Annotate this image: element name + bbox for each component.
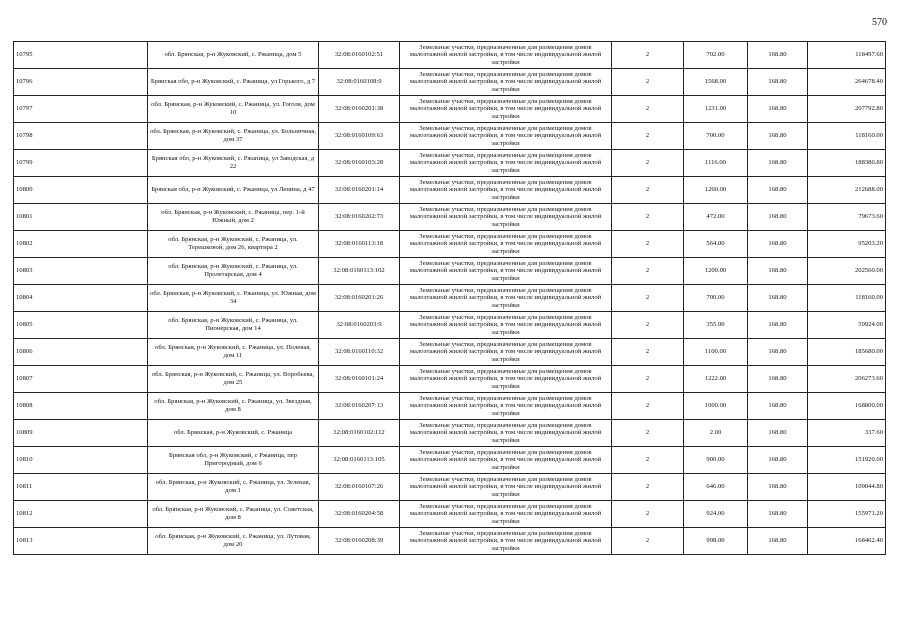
land-registry-table (13, 41, 886, 555)
area-cell: 472.00 (684, 204, 748, 231)
area-cell: 702.00 (684, 42, 748, 69)
row-number: 10796 (14, 69, 148, 96)
land-use-cell: Земельные участки, предназначенные для размещения домов малоэтажной жилой застройки, в том числе индивидуальной жилой застройки (400, 96, 612, 123)
cadastral-value-cell: 59924.00 (808, 312, 886, 339)
category-cell: 2 (612, 474, 684, 501)
cadastral-number-cell: 32:08:0160110:32 (319, 339, 400, 366)
rate-cell: 168.80 (748, 501, 808, 528)
row-number: 10809 (14, 420, 148, 447)
cadastral-number-cell: 32:08:0160201:14 (319, 177, 400, 204)
category-cell: 2 (612, 447, 684, 474)
category-cell: 2 (612, 285, 684, 312)
category-cell: 2 (612, 204, 684, 231)
table-row (14, 258, 886, 285)
area-cell: 1116.00 (684, 150, 748, 177)
cadastral-number-cell: 32:08:0160101:24 (319, 366, 400, 393)
row-number: 10803 (14, 258, 148, 285)
cadastral-value-cell: 118160.00 (808, 285, 886, 312)
category-cell: 2 (612, 420, 684, 447)
cadastral-number-cell: 32:08:0160201:38 (319, 96, 400, 123)
category-cell: 2 (612, 177, 684, 204)
cadastral-value-cell: 118160.00 (808, 123, 886, 150)
cadastral-number-cell: 32:08:0160108:9 (319, 69, 400, 96)
area-cell: 1222.00 (684, 366, 748, 393)
rate-cell: 168.80 (748, 447, 808, 474)
category-cell: 2 (612, 42, 684, 69)
address-cell: обл. Брянская, р-н Жуковский, с. Ржаница, дом 5 (148, 42, 319, 69)
category-cell: 2 (612, 69, 684, 96)
address-cell: Брянская обл, р-н Жуковский, с. Ржаница, ул Ленина, д 47 (148, 177, 319, 204)
address-cell: обл. Брянская, р-н Жуковский, с. Ржаница, ул. Гоголя, дом 10 (148, 96, 319, 123)
address-cell: Брянская обл, р-н Жуковский, с. Ржаница, ул Горького, д 7 (148, 69, 319, 96)
table-row (14, 339, 886, 366)
address-cell: обл. Брянская, р-н Жуковский, с. Ржаница, ул. Больничная, дом 37 (148, 123, 319, 150)
land-use-cell: Земельные участки, предназначенные для размещения домов малоэтажной жилой застройки, в том числе индивидуальной жилой застройки (400, 339, 612, 366)
row-number: 10800 (14, 177, 148, 204)
cadastral-value-cell: 212688.00 (808, 177, 886, 204)
address-cell: обл. Брянская, р-н Жуковский, с. Ржаница, ул. Полевая, дом 11 (148, 339, 319, 366)
category-cell: 2 (612, 231, 684, 258)
area-cell: 564.00 (684, 231, 748, 258)
address-cell: Брянская обл, р-н Жуковский, с. Ржаница, ул Заводская, д 22 (148, 150, 319, 177)
rate-cell: 168.80 (748, 123, 808, 150)
table-row (14, 366, 886, 393)
cadastral-value-cell: 337.60 (808, 420, 886, 447)
cadastral-number-cell: 32:08:0160113:102 (319, 258, 400, 285)
land-use-cell: Земельные участки, предназначенные для размещения домов малоэтажной жилой застройки, в том числе индивидуальной жилой застройки (400, 69, 612, 96)
cadastral-number-cell: 32:08:0160109:63 (319, 123, 400, 150)
table-row (14, 150, 886, 177)
land-use-cell: Земельные участки, предназначенные для размещения домов малоэтажной жилой застройки, в том числе индивидуальной жилой застройки (400, 204, 612, 231)
cadastral-value-cell: 202560.00 (808, 258, 886, 285)
land-use-cell: Земельные участки, предназначенные для размещения домов малоэтажной жилой застройки, в том числе индивидуальной жилой застройки (400, 366, 612, 393)
land-use-cell: Земельные участки, предназначенные для размещения домов малоэтажной жилой застройки, в том числе индивидуальной жилой застройки (400, 420, 612, 447)
area-cell: 900.00 (684, 447, 748, 474)
address-cell: обл. Брянская, р-н Жуковский, с. Ржаница, ул. Советская, дом 8 (148, 501, 319, 528)
cadastral-value-cell: 264678.40 (808, 69, 886, 96)
table-row (14, 123, 886, 150)
land-use-cell: Земельные участки, предназначенные для размещения домов малоэтажной жилой застройки, в том числе индивидуальной жилой застройки (400, 177, 612, 204)
address-cell: обл. Брянская, р-н Жуковский, с. Ржаница (148, 420, 319, 447)
cadastral-number-cell: 32:08:0160107:26 (319, 474, 400, 501)
rate-cell: 168.80 (748, 150, 808, 177)
area-cell: 1100.00 (684, 339, 748, 366)
cadastral-value-cell: 168800.00 (808, 393, 886, 420)
rate-cell: 168.80 (748, 339, 808, 366)
land-use-cell: Земельные участки, предназначенные для размещения домов малоэтажной жилой застройки, в том числе индивидуальной жилой застройки (400, 123, 612, 150)
row-number: 10801 (14, 204, 148, 231)
cadastral-value-cell: 79673.60 (808, 204, 886, 231)
cadastral-value-cell: 155971.20 (808, 501, 886, 528)
table-row (14, 420, 886, 447)
address-cell: обл. Брянская, р-н Жуковский, с. Ржаница, пер. 1-й Южный, дом 2 (148, 204, 319, 231)
land-use-cell: Земельные участки, предназначенные для размещения домов малоэтажной жилой застройки, в том числе индивидуальной жилой застройки (400, 258, 612, 285)
category-cell: 2 (612, 339, 684, 366)
area-cell: 1260.00 (684, 177, 748, 204)
address-cell: обл. Брянская, р-н Жуковский, с. Ржаница, ул. Воробьева, дом 25 (148, 366, 319, 393)
table-row (14, 447, 886, 474)
area-cell: 1000.00 (684, 393, 748, 420)
row-number: 10806 (14, 339, 148, 366)
cadastral-value-cell: 151920.00 (808, 447, 886, 474)
cadastral-value-cell: 168462.40 (808, 528, 886, 555)
address-cell: обл. Брянская, р-н Жуковский, с. Ржаница, ул. Зеленая, дом 1 (148, 474, 319, 501)
cadastral-number-cell: 32:08:0160202:73 (319, 204, 400, 231)
table-row (14, 204, 886, 231)
row-number: 10805 (14, 312, 148, 339)
page-number: 570 (872, 17, 887, 28)
land-use-cell: Земельные участки, предназначенные для размещения домов малоэтажной жилой застройки, в том числе индивидуальной жилой застройки (400, 312, 612, 339)
area-cell: 998.00 (684, 528, 748, 555)
address-cell: обл. Брянская, р-н Жуковский, с. Ржаница, ул. Лутовая, дом 20 (148, 528, 319, 555)
rate-cell: 168.80 (748, 285, 808, 312)
category-cell: 2 (612, 150, 684, 177)
table-row (14, 69, 886, 96)
rate-cell: 168.80 (748, 204, 808, 231)
rate-cell: 168.80 (748, 258, 808, 285)
cadastral-value-cell: 185680.00 (808, 339, 886, 366)
land-use-cell: Земельные участки, предназначенные для размещения домов малоэтажной жилой застройки, в том числе индивидуальной жилой застройки (400, 528, 612, 555)
cadastral-number-cell: 32:08:0160203:9 (319, 312, 400, 339)
cadastral-value-cell: 188380.80 (808, 150, 886, 177)
table-row (14, 96, 886, 123)
table-row (14, 528, 886, 555)
address-cell: обл. Брянская, р-н Жуковский, с. Ржаница, ул. Пионерская, дом 14 (148, 312, 319, 339)
table-row (14, 501, 886, 528)
row-number: 10811 (14, 474, 148, 501)
row-number: 10795 (14, 42, 148, 69)
land-use-cell: Земельные участки, предназначенные для размещения домов малоэтажной жилой застройки, в том числе индивидуальной жилой застройки (400, 150, 612, 177)
rate-cell: 168.80 (748, 420, 808, 447)
area-cell: 646.00 (684, 474, 748, 501)
category-cell: 2 (612, 501, 684, 528)
land-use-cell: Земельные участки, предназначенные для размещения домов малоэтажной жилой застройки, в том числе индивидуальной жилой застройки (400, 474, 612, 501)
area-cell: 700.00 (684, 123, 748, 150)
rate-cell: 168.80 (748, 231, 808, 258)
rate-cell: 168.80 (748, 528, 808, 555)
category-cell: 2 (612, 123, 684, 150)
rate-cell: 168.80 (748, 96, 808, 123)
rate-cell: 168.80 (748, 312, 808, 339)
cadastral-value-cell: 118497.60 (808, 42, 886, 69)
category-cell: 2 (612, 366, 684, 393)
rate-cell: 168.80 (748, 69, 808, 96)
row-number: 10807 (14, 366, 148, 393)
table-row (14, 393, 886, 420)
row-number: 10813 (14, 528, 148, 555)
row-number: 10812 (14, 501, 148, 528)
table-body (14, 42, 886, 555)
table-row (14, 231, 886, 258)
cadastral-number-cell: 32:08:0160204:58 (319, 501, 400, 528)
cadastral-number-cell: 32:08:0160113:105 (319, 447, 400, 474)
table-row (14, 474, 886, 501)
area-cell: 1200.00 (684, 258, 748, 285)
cadastral-number-cell: 32:08:0160207:13 (319, 393, 400, 420)
category-cell: 2 (612, 312, 684, 339)
category-cell: 2 (612, 96, 684, 123)
land-use-cell: Земельные участки, предназначенные для размещения домов малоэтажной жилой застройки, в том числе индивидуальной жилой застройки (400, 501, 612, 528)
land-use-cell: Земельные участки, предназначенные для размещения домов малоэтажной жилой застройки, в том числе индивидуальной жилой застройки (400, 285, 612, 312)
land-use-cell: Земельные участки, предназначенные для размещения домов малоэтажной жилой застройки, в том числе индивидуальной жилой застройки (400, 42, 612, 69)
area-cell: 700.00 (684, 285, 748, 312)
table-row (14, 312, 886, 339)
address-cell: обл. Брянская, р-н Жуковский, с. Ржаница, ул. Терешковой, дом 26, квартира 2 (148, 231, 319, 258)
cadastral-number-cell: 32:08:0160208:39 (319, 528, 400, 555)
address-cell: обл. Брянская, р-н Жуковский, с. Ржаница, ул. Звездная, дом 8 (148, 393, 319, 420)
row-number: 10808 (14, 393, 148, 420)
cadastral-number-cell: 32:08:0160102:51 (319, 42, 400, 69)
cadastral-value-cell: 95203.20 (808, 231, 886, 258)
table-row (14, 177, 886, 204)
land-use-cell: Земельные участки, предназначенные для размещения домов малоэтажной жилой застройки, в том числе индивидуальной жилой застройки (400, 393, 612, 420)
address-cell: обл. Брянская, р-н Жуковский, с. Ржаница, ул. Пролетарская, дом 4 (148, 258, 319, 285)
table-row (14, 285, 886, 312)
row-number: 10798 (14, 123, 148, 150)
land-use-cell: Земельные участки, предназначенные для размещения домов малоэтажной жилой застройки, в том числе индивидуальной жилой застройки (400, 447, 612, 474)
row-number: 10797 (14, 96, 148, 123)
area-cell: 1231.00 (684, 96, 748, 123)
rate-cell: 168.80 (748, 366, 808, 393)
cadastral-number-cell: 32:08:0160102:112 (319, 420, 400, 447)
address-cell: Брянская обл, р-н Жуковский, с Ржаница, пер Пригородный, дом 6 (148, 447, 319, 474)
row-number: 10810 (14, 447, 148, 474)
area-cell: 355.00 (684, 312, 748, 339)
cadastral-value-cell: 206273.60 (808, 366, 886, 393)
table-row (14, 42, 886, 69)
cadastral-value-cell: 109044.80 (808, 474, 886, 501)
category-cell: 2 (612, 393, 684, 420)
area-cell: 924.00 (684, 501, 748, 528)
row-number: 10799 (14, 150, 148, 177)
cadastral-value-cell: 207792.80 (808, 96, 886, 123)
area-cell: 1568.00 (684, 69, 748, 96)
category-cell: 2 (612, 528, 684, 555)
cadastral-number-cell: 32:08:0160103:28 (319, 150, 400, 177)
address-cell: обл. Брянская, р-н Жуковский, с. Ржаница, ул. Южная, дом 34 (148, 285, 319, 312)
cadastral-number-cell: 32:08:0160201:26 (319, 285, 400, 312)
cadastral-number-cell: 32:08:0160113:18 (319, 231, 400, 258)
category-cell: 2 (612, 258, 684, 285)
land-use-cell: Земельные участки, предназначенные для размещения домов малоэтажной жилой застройки, в том числе индивидуальной жилой застройки (400, 231, 612, 258)
rate-cell: 168.80 (748, 42, 808, 69)
area-cell: 2.00 (684, 420, 748, 447)
row-number: 10802 (14, 231, 148, 258)
rate-cell: 168.80 (748, 474, 808, 501)
rate-cell: 168.80 (748, 393, 808, 420)
rate-cell: 168.80 (748, 177, 808, 204)
row-number: 10804 (14, 285, 148, 312)
